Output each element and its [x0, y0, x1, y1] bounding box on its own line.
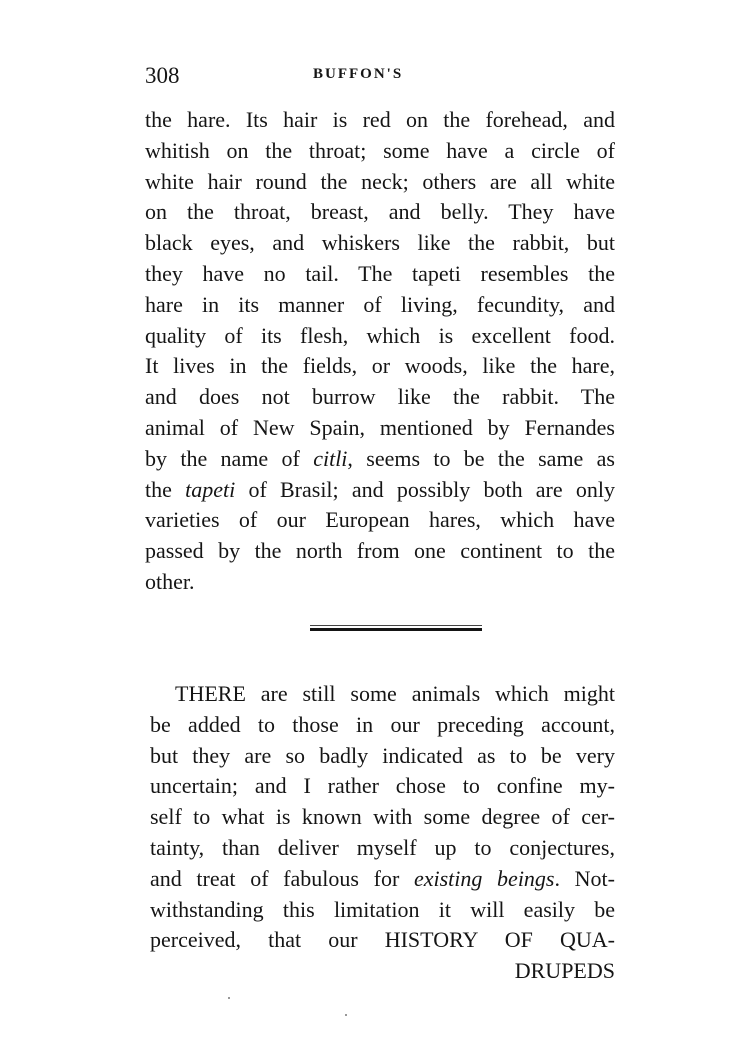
catchword: DRUPEDS	[514, 958, 615, 984]
text-line: quality of its flesh, which is excellent food.	[145, 322, 615, 348]
text-line: they have no tail. The tapeti resembles the	[145, 260, 615, 286]
paper-speck	[345, 1014, 347, 1016]
paragraph-conclusion	[150, 679, 615, 987]
divider-thin-line	[310, 625, 482, 626]
text-line: other.	[145, 568, 195, 594]
text-line: by the name of citli, seems to be the same as	[145, 445, 615, 471]
text-line: on the throat, breast, and belly. They have	[145, 199, 615, 225]
text-line: be added to those in our preceding account,	[150, 711, 615, 737]
running-head: BUFFON'S	[313, 66, 404, 82]
paper-speck	[228, 997, 230, 999]
text-line: hare in its manner of living, fecundity, and	[145, 291, 615, 317]
page-header	[145, 63, 615, 93]
page-number: 308	[145, 63, 180, 88]
text-line: It lives in the fields, or woods, like the hare,	[145, 353, 615, 379]
text-line: perceived, that our HISTORY OF QUA-	[150, 927, 615, 953]
paragraph-tapeti	[145, 105, 615, 598]
section-divider	[310, 625, 482, 633]
text-line: self to what is known with some degree of cer-	[150, 804, 615, 830]
text-line: animal of New Spain, mentioned by Fernandes	[145, 414, 615, 440]
text-line: and treat of fabulous for existing beings. Not-	[150, 865, 615, 891]
text-line: black eyes, and whiskers like the rabbit, but	[145, 230, 615, 256]
text-line: varieties of our European hares, which have	[145, 507, 615, 533]
text-line: tainty, than deliver myself up to conjectures,	[150, 834, 615, 860]
text-line: uncertain; and I rather chose to confine my-	[150, 773, 615, 799]
divider-thick-line	[310, 628, 482, 631]
text-line: withstanding this limitation it will easily be	[150, 896, 615, 922]
text-line: but they are so badly indicated as to be very	[150, 742, 615, 768]
text-line: THERE are still some animals which might	[175, 681, 615, 706]
text-line: the tapeti of Brasil; and possibly both are only	[145, 476, 615, 502]
text-line: whitish on the throat; some have a circle of	[145, 137, 615, 163]
text-line: the hare. Its hair is red on the forehead, and	[145, 107, 615, 132]
text-line: and does not burrow like the rabbit. The	[145, 384, 615, 410]
text-line: passed by the north from one continent to the	[145, 538, 615, 564]
text-line: white hair round the neck; others are all white	[145, 168, 615, 194]
